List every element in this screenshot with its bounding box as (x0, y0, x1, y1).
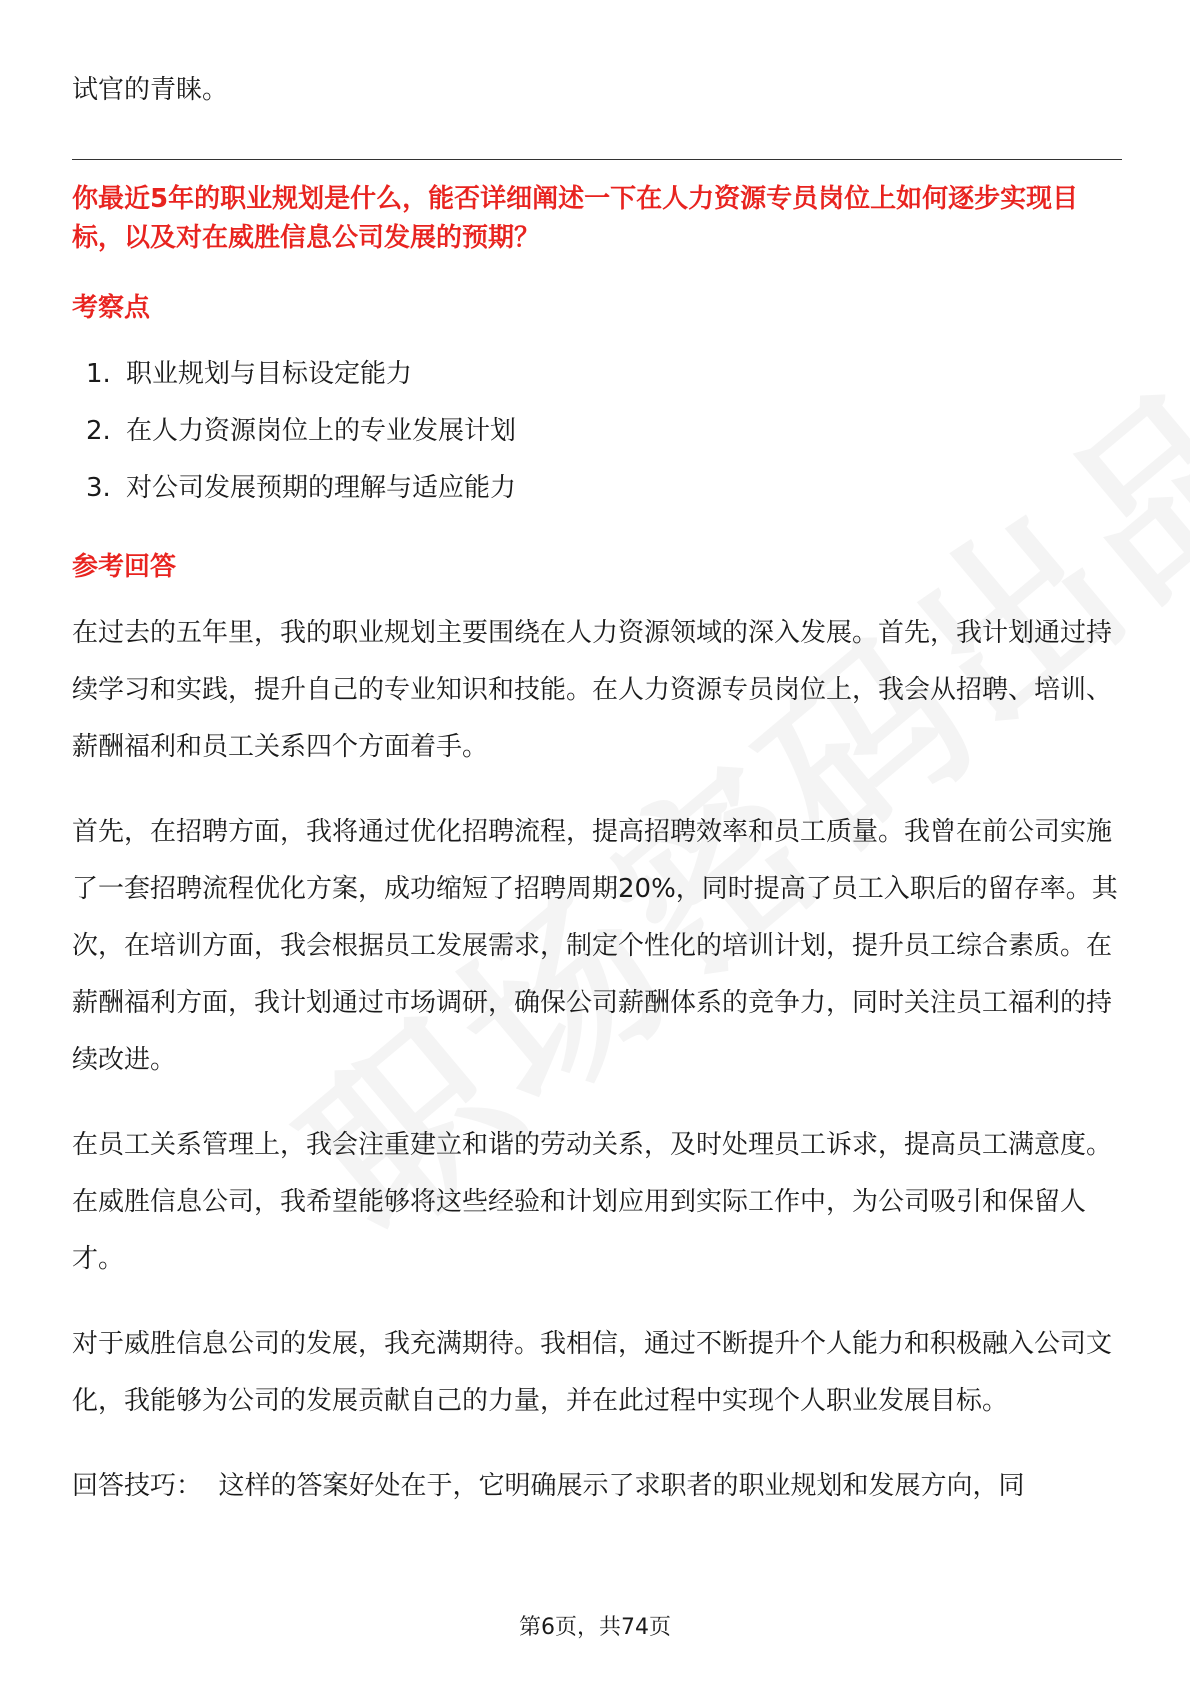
list-item-text: 职业规划与目标设定能力 (126, 359, 413, 389)
list-item (86, 346, 1122, 403)
answer-paragraph: 对于威胜信息公司的发展，我充满期待。我相信，通过不断提升个人能力和积极融入公司文化，我能够为公司的发展贡献自己的力量，并在此过程中实现个人职业发展目标。 (72, 1329, 1113, 1416)
points-list (72, 346, 1122, 517)
list-item (86, 403, 1122, 460)
answer-paragraph: 首先，在招聘方面，我将通过优化招聘流程，提高招聘效率和员工质量。我曾在前公司实施了一套招聘流程优化方案，成功缩短了招聘周期20%，同时提高了员工入职后的留存率。其次，在培训方面，我会根据员工发展需求，制定个性化的培训计划，提升员工综合素质。在薪酬福利方面，我计划通过市场调研，确保公司薪酬体系的竞争力，同时关注员工福利的持续改进。 (72, 817, 1118, 1075)
list-item-number: 1. (86, 359, 111, 389)
section-divider (72, 159, 1122, 160)
answer-heading: 参考回答 (72, 552, 177, 582)
answer-paragraph: 在员工关系管理上，我会注重建立和谐的劳动关系，及时处理员工诉求，提高员工满意度。在威胜信息公司，我希望能够将这些经验和计划应用到实际工作中，为公司吸引和保留人才。 (72, 1130, 1113, 1274)
list-item-text: 在人力资源岗位上的专业发展计划 (126, 416, 517, 446)
points-heading: 考察点 (72, 293, 151, 323)
answer-tip: 回答技巧： 这样的答案好处在于，它明确展示了求职者的职业规划和发展方向，同 (72, 1471, 1025, 1501)
answer-paragraph: 在过去的五年里，我的职业规划主要围绕在人力资源领域的深入发展。首先，我计划通过持续学习和实践，提升自己的专业知识和技能。在人力资源专员岗位上，我会从招聘、培训、薪酬福利和员工关系四个方面着手。 (72, 618, 1113, 762)
list-item-number: 3. (86, 473, 111, 503)
list-item (86, 460, 1122, 517)
question-title: 你最近5年的职业规划是什么，能否详细阐述一下在人力资源专员岗位上如何逐步实现目标，以及对在威胜信息公司发展的预期？ (72, 184, 1079, 253)
page-content (72, 62, 1122, 1543)
list-item-text: 对公司发展预期的理解与适应能力 (126, 473, 517, 503)
page-number: 第6页，共74页 (519, 1615, 671, 1640)
list-item-number: 2. (86, 416, 111, 446)
top-fragment: 试官的青睐。 (72, 75, 229, 105)
